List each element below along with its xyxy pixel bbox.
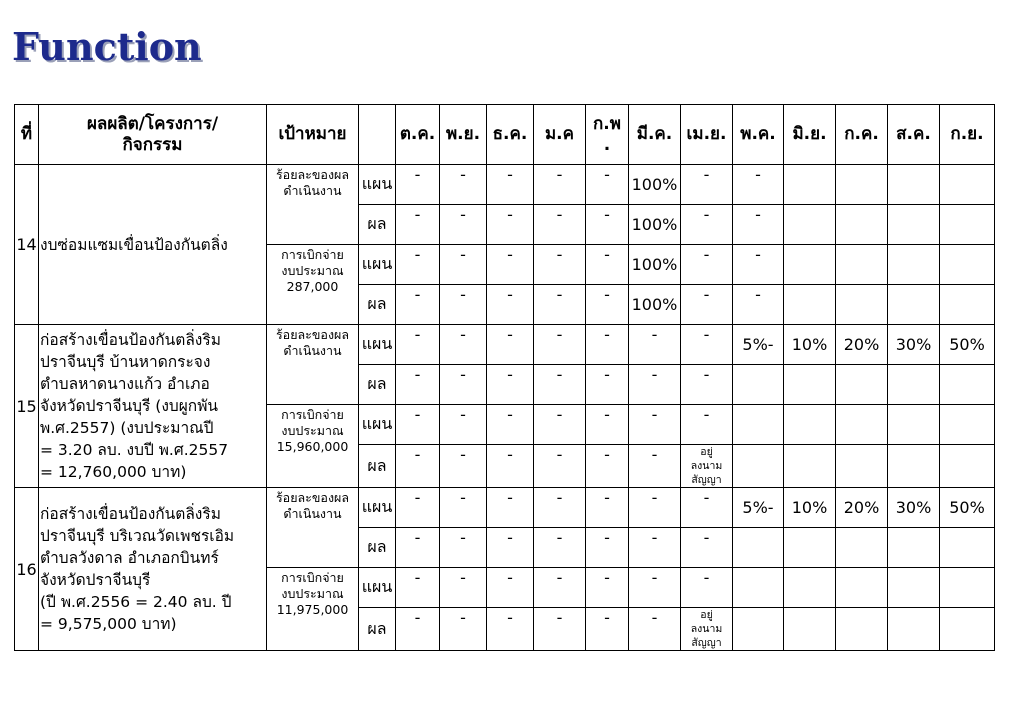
header-month: ก.ค. <box>836 105 888 165</box>
month-cell: 50% <box>940 488 995 528</box>
month-cell: - <box>629 445 681 488</box>
month-cell: - <box>586 245 629 285</box>
month-cell <box>836 365 888 405</box>
month-cell <box>940 165 995 205</box>
table-row <box>15 325 995 365</box>
target-label: ร้อยละของผล ดำเนินงาน <box>267 325 359 405</box>
month-cell: - <box>534 568 586 608</box>
header-month: ธ.ค. <box>487 105 534 165</box>
month-cell: - <box>440 285 487 325</box>
header-month: ก.ย. <box>940 105 995 165</box>
month-cell: - <box>487 568 534 608</box>
row-kind: แผน <box>359 245 396 285</box>
row-kind: ผล <box>359 608 396 651</box>
month-cell: - <box>396 608 440 651</box>
month-cell: - <box>586 405 629 445</box>
month-cell: - <box>681 405 733 445</box>
month-cell: - <box>586 285 629 325</box>
month-cell: 30% <box>888 488 940 528</box>
month-cell <box>888 528 940 568</box>
month-cell <box>940 608 995 651</box>
month-cell <box>836 285 888 325</box>
month-cell: อยู่ ลงนาม สัญญา <box>681 445 733 488</box>
target-label: การเบิกจ่าย งบประมาณ 15,960,000 <box>267 405 359 488</box>
month-cell: - <box>629 325 681 365</box>
row-kind: แผน <box>359 488 396 528</box>
month-cell: - <box>487 165 534 205</box>
month-cell: - <box>487 405 534 445</box>
month-cell: - <box>534 608 586 651</box>
row-kind: แผน <box>359 405 396 445</box>
month-cell: - <box>440 445 487 488</box>
month-cell: - <box>440 165 487 205</box>
project-number: 14 <box>15 165 39 325</box>
month-cell: - <box>396 165 440 205</box>
month-cell: - <box>681 245 733 285</box>
header-row <box>15 105 995 165</box>
project-name: ก่อสร้างเขื่อนป้องกันตลิ่งริม ปราจีนบุรี บ้านหาดกระจง ตำบลหาดนางแก้ว อำเภอ จังหวัดปราจีนบุรี (งบผูกพัน พ.ศ.2557) (งบประมาณปี = 3.20 ลบ. งบปี พ.ศ.2557 = 12,760,000 บาท) <box>39 325 267 488</box>
month-cell: - <box>534 245 586 285</box>
row-kind: ผล <box>359 285 396 325</box>
month-cell: 30% <box>888 325 940 365</box>
month-cell <box>784 608 836 651</box>
month-cell: - <box>396 325 440 365</box>
month-cell: - <box>629 405 681 445</box>
month-cell: - <box>487 205 534 245</box>
header-target: เป้าหมาย <box>267 105 359 165</box>
month-cell <box>784 205 836 245</box>
row-kind: ผล <box>359 528 396 568</box>
function-table <box>14 104 995 651</box>
month-cell: - <box>534 488 586 528</box>
month-cell: - <box>440 325 487 365</box>
month-cell: 100% <box>629 165 681 205</box>
month-cell: - <box>534 405 586 445</box>
target-label: การเบิกจ่าย งบประมาณ 11,975,000 <box>267 568 359 651</box>
month-cell: 10% <box>784 325 836 365</box>
month-cell <box>784 445 836 488</box>
month-cell <box>733 568 784 608</box>
row-kind: ผล <box>359 365 396 405</box>
month-cell: 50% <box>940 325 995 365</box>
month-cell: 5%- <box>733 488 784 528</box>
month-cell: - <box>733 165 784 205</box>
month-cell: - <box>487 445 534 488</box>
month-cell: - <box>629 528 681 568</box>
row-kind: แผน <box>359 568 396 608</box>
month-cell: - <box>629 568 681 608</box>
table-body <box>15 165 995 651</box>
header-month: มี.ค. <box>629 105 681 165</box>
month-cell: - <box>396 528 440 568</box>
month-cell: - <box>487 488 534 528</box>
table-row <box>15 488 995 528</box>
month-cell: - <box>487 245 534 285</box>
month-cell: - <box>586 165 629 205</box>
month-cell: - <box>586 568 629 608</box>
month-cell <box>733 608 784 651</box>
month-cell: - <box>629 365 681 405</box>
month-cell <box>733 445 784 488</box>
month-cell: - <box>396 205 440 245</box>
row-kind: แผน <box>359 165 396 205</box>
month-cell: - <box>487 528 534 568</box>
month-cell: - <box>586 325 629 365</box>
header-month: เม.ย. <box>681 105 733 165</box>
project-number: 15 <box>15 325 39 488</box>
month-cell: - <box>440 488 487 528</box>
month-cell: - <box>534 528 586 568</box>
month-cell <box>836 405 888 445</box>
month-cell: - <box>681 528 733 568</box>
month-cell: - <box>681 285 733 325</box>
month-cell <box>940 245 995 285</box>
month-cell <box>888 608 940 651</box>
month-cell: - <box>440 528 487 568</box>
month-cell: - <box>396 568 440 608</box>
month-cell: - <box>733 205 784 245</box>
target-label: ร้อยละของผล ดำเนินงาน <box>267 488 359 568</box>
month-cell <box>888 165 940 205</box>
header-month: ส.ค. <box>888 105 940 165</box>
month-cell: - <box>534 205 586 245</box>
month-cell: 10% <box>784 488 836 528</box>
month-cell <box>888 245 940 285</box>
month-cell: - <box>681 488 733 528</box>
month-cell: - <box>681 365 733 405</box>
month-cell: - <box>440 405 487 445</box>
month-cell: 5%- <box>733 325 784 365</box>
month-cell <box>940 568 995 608</box>
header-month: พ.ค. <box>733 105 784 165</box>
month-cell <box>784 245 836 285</box>
month-cell: - <box>534 325 586 365</box>
month-cell <box>888 405 940 445</box>
month-cell <box>836 568 888 608</box>
month-cell: - <box>396 488 440 528</box>
month-cell: - <box>586 528 629 568</box>
month-cell <box>940 205 995 245</box>
month-cell: 20% <box>836 488 888 528</box>
month-cell: - <box>440 365 487 405</box>
month-cell: - <box>487 285 534 325</box>
month-cell: - <box>586 365 629 405</box>
month-cell <box>940 528 995 568</box>
month-cell: - <box>534 365 586 405</box>
month-cell: - <box>681 205 733 245</box>
month-cell <box>784 405 836 445</box>
month-cell: - <box>396 445 440 488</box>
month-cell <box>940 445 995 488</box>
header-month: ต.ค. <box>396 105 440 165</box>
target-label: ร้อยละของผล ดำเนินงาน <box>267 165 359 245</box>
month-cell <box>888 365 940 405</box>
page-title: Function <box>12 24 202 69</box>
header-month: ม.ค <box>534 105 586 165</box>
month-cell: - <box>487 325 534 365</box>
month-cell: - <box>440 568 487 608</box>
month-cell <box>733 405 784 445</box>
row-kind: แผน <box>359 325 396 365</box>
header-kind <box>359 105 396 165</box>
month-cell <box>940 365 995 405</box>
month-cell: - <box>586 488 629 528</box>
month-cell: 100% <box>629 245 681 285</box>
month-cell <box>733 365 784 405</box>
month-cell <box>784 568 836 608</box>
month-cell: - <box>487 608 534 651</box>
month-cell: - <box>440 245 487 285</box>
month-cell: - <box>681 165 733 205</box>
project-name: ก่อสร้างเขื่อนป้องกันตลิ่งริม ปราจีนบุรี บริเวณวัดเพชรเอิม ตำบลวังดาล อำเภอกบินทร์ จังหวัดปราจีนบุรี (ปี พ.ศ.2556 = 2.40 ลบ. ปี = 9,575,000 บาท) <box>39 488 267 651</box>
month-cell: - <box>396 245 440 285</box>
month-cell <box>940 285 995 325</box>
month-cell <box>784 365 836 405</box>
target-label: การเบิกจ่าย งบประมาณ 287,000 <box>267 245 359 325</box>
row-kind: ผล <box>359 445 396 488</box>
month-cell <box>888 568 940 608</box>
month-cell: - <box>534 165 586 205</box>
month-cell <box>836 445 888 488</box>
month-cell: - <box>733 245 784 285</box>
header-month: มิ.ย. <box>784 105 836 165</box>
month-cell <box>733 528 784 568</box>
month-cell <box>888 285 940 325</box>
month-cell: - <box>534 285 586 325</box>
table-row <box>15 165 995 205</box>
month-cell: - <box>396 405 440 445</box>
month-cell: - <box>681 568 733 608</box>
header-project: ผลผลิต/โครงการ/ กิจกรรม <box>39 105 267 165</box>
month-cell: - <box>487 365 534 405</box>
month-cell: - <box>440 205 487 245</box>
month-cell: - <box>586 608 629 651</box>
month-cell <box>784 528 836 568</box>
month-cell <box>784 285 836 325</box>
month-cell: - <box>396 365 440 405</box>
month-cell: - <box>534 445 586 488</box>
project-number: 16 <box>15 488 39 651</box>
header-no: ที่ <box>15 105 39 165</box>
month-cell <box>940 405 995 445</box>
month-cell: 20% <box>836 325 888 365</box>
month-cell: - <box>629 608 681 651</box>
month-cell <box>836 205 888 245</box>
month-cell: - <box>396 285 440 325</box>
month-cell <box>836 528 888 568</box>
row-kind: ผล <box>359 205 396 245</box>
month-cell: - <box>586 205 629 245</box>
month-cell <box>836 165 888 205</box>
month-cell: - <box>681 325 733 365</box>
month-cell <box>836 245 888 285</box>
month-cell: 100% <box>629 285 681 325</box>
month-cell <box>888 205 940 245</box>
month-cell: - <box>440 608 487 651</box>
header-month: ก.พ . <box>586 105 629 165</box>
month-cell: 100% <box>629 205 681 245</box>
month-cell: - <box>733 285 784 325</box>
project-name: งบซ่อมแซมเขื่อนป้องกันตลิ่ง <box>39 165 267 325</box>
month-cell <box>784 165 836 205</box>
header-month: พ.ย. <box>440 105 487 165</box>
month-cell <box>836 608 888 651</box>
month-cell: อยู่ ลงนาม สัญญา <box>681 608 733 651</box>
month-cell <box>888 445 940 488</box>
month-cell: - <box>629 488 681 528</box>
month-cell: - <box>586 445 629 488</box>
